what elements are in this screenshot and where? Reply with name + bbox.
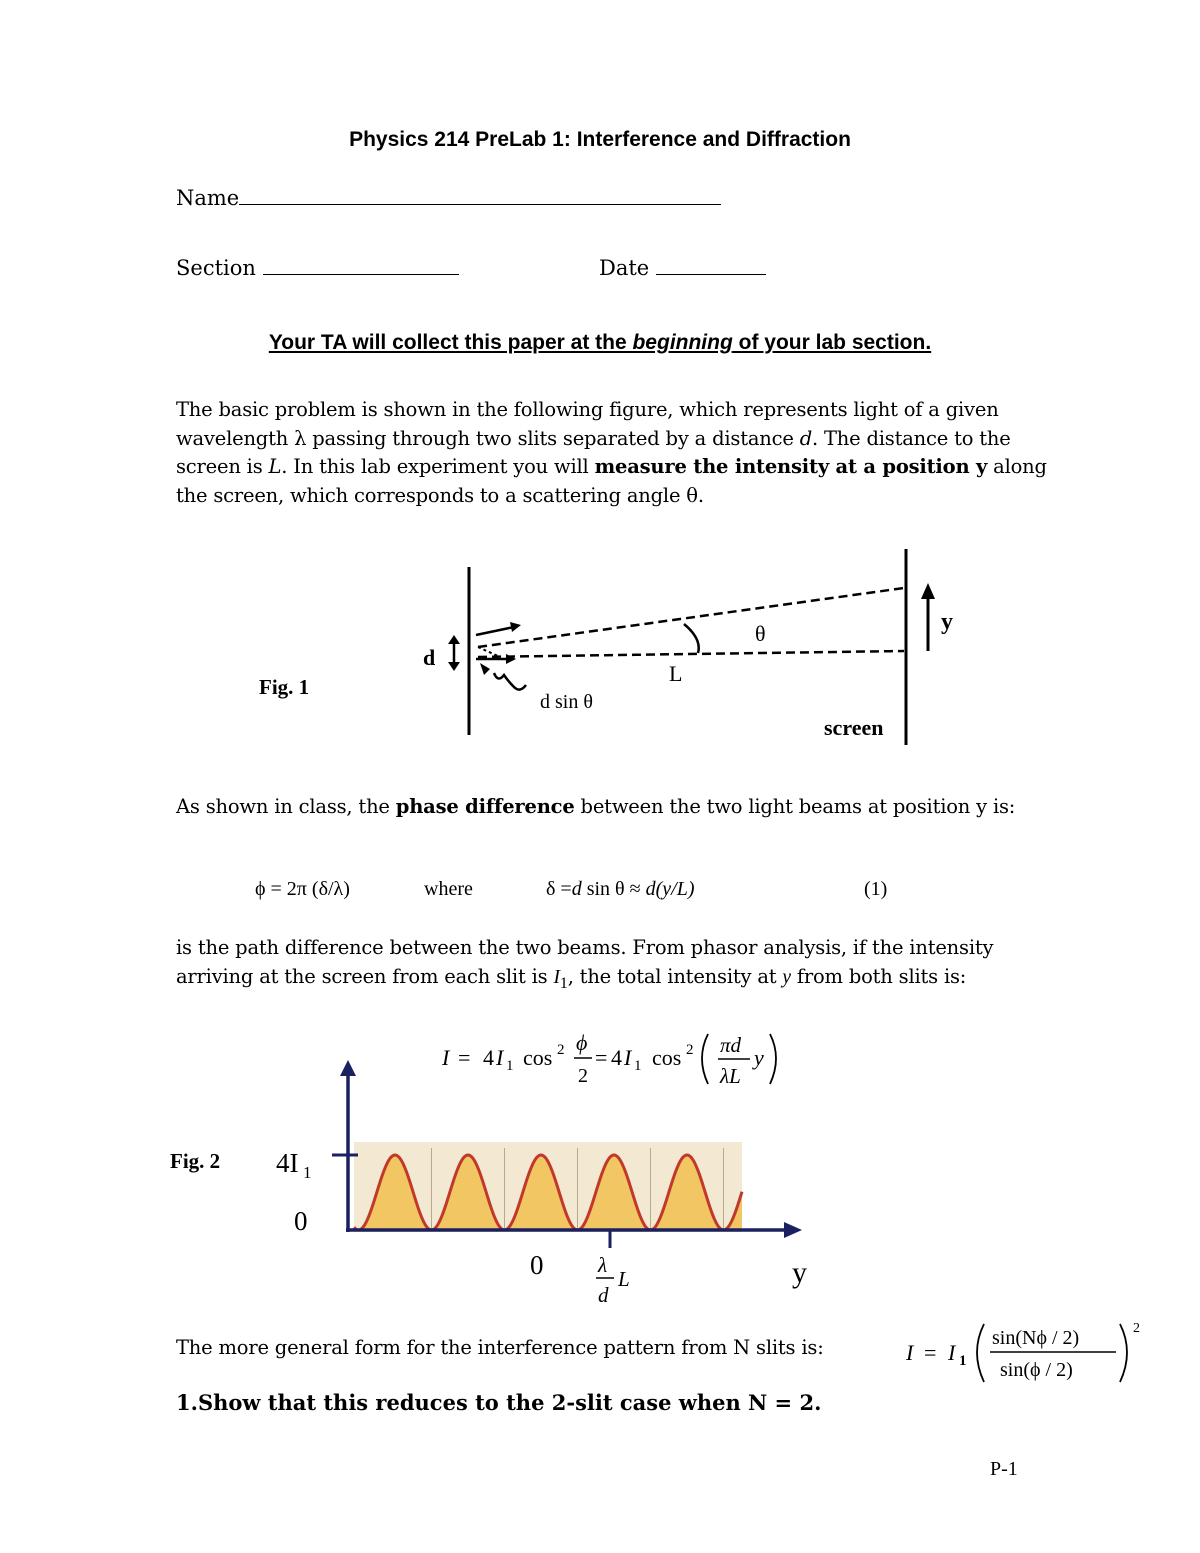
eq2-eq2: =	[595, 1045, 608, 1070]
eq2-one-b: 1	[634, 1058, 642, 1074]
eq1-d: d	[571, 878, 582, 900]
eq2-pid: πd	[720, 1033, 742, 1057]
eq2-four-b: 4	[611, 1045, 622, 1070]
gen-exp: 2	[1133, 1321, 1140, 1336]
question-number: 1.	[176, 1390, 198, 1415]
fig1-y-label: y	[941, 609, 953, 635]
eq1-where: where	[424, 878, 473, 900]
intro-d: d	[799, 426, 812, 450]
fig2-label: Fig. 2	[170, 1149, 221, 1173]
phase-paragraph	[176, 793, 1056, 822]
name-line	[239, 186, 721, 205]
path-I: I	[553, 966, 560, 988]
eq2-I1: I	[496, 1045, 504, 1070]
intro-L: L	[268, 455, 282, 479]
fig1-label: Fig. 1	[259, 675, 310, 699]
collect-notice	[0, 331, 1200, 355]
gen-paren-left	[977, 1324, 984, 1382]
date-line	[656, 256, 766, 275]
page-title: Physics 214 PreLab 1: Interference and Diffraction	[349, 128, 851, 151]
lower-ray	[478, 651, 904, 657]
general-text: The more general form for the interference pattern from N slits is:	[176, 1336, 824, 1359]
d-arrow-up	[448, 635, 460, 644]
eq1-delta	[546, 878, 695, 901]
eq2-den2: 2	[578, 1065, 588, 1087]
eq2-lambdaL: λL	[720, 1064, 741, 1088]
eq2-cos-b: cos	[652, 1045, 682, 1070]
eq2-eq: =	[458, 1045, 471, 1070]
fig1-screen-label: screen	[824, 715, 884, 740]
date-field	[599, 256, 766, 280]
eq2-y: y	[754, 1045, 764, 1070]
fig1-diagram	[410, 545, 970, 755]
notice-emph: beginning	[632, 331, 733, 354]
y-axis-arrow	[340, 1060, 356, 1076]
general-formula	[904, 1316, 1149, 1390]
name-label: Name	[176, 186, 240, 210]
fig1-theta-label: θ	[755, 621, 766, 646]
path-text-1: is the path difference between the two beams. From phasor analysis, if the intensity arriving at the screen from each slit is	[176, 936, 994, 988]
label-4i1-sub: 1	[303, 1163, 312, 1182]
fig1-d-label: d	[423, 645, 436, 670]
arrow-upper-head	[510, 622, 521, 632]
dsin-pointer	[494, 673, 526, 690]
gen-den: sin(ϕ / 2)	[1000, 1359, 1073, 1381]
y-arrow-head	[921, 583, 935, 599]
label-y: y	[792, 1256, 807, 1289]
phase-pre: As shown in class, the	[176, 795, 396, 818]
eq2-phi: ϕ	[576, 1030, 588, 1055]
eq1-rhs: d(y/L)	[645, 878, 695, 900]
label-zero-x: 0	[530, 1250, 544, 1280]
question-text: Show that this reduces to the 2-slit case when N = 2.	[197, 1390, 822, 1415]
question-1	[176, 1390, 821, 1415]
section-field	[176, 256, 459, 280]
eq2-four: 4	[483, 1045, 494, 1070]
date-label: Date	[599, 256, 650, 280]
theta-arc	[684, 624, 699, 653]
page-number: P-1	[990, 1458, 1018, 1480]
path-paragraph	[176, 934, 1056, 997]
upper-ray	[478, 588, 904, 647]
intro-text-4: along the screen, which corresponds to a scattering angle θ.	[176, 455, 1047, 507]
notice-pre: Your TA will collect this paper at the	[268, 331, 633, 354]
section-line	[263, 256, 459, 275]
intro-text-2: . The distance to the screen is	[176, 426, 1011, 479]
label-zero-y: 0	[294, 1206, 308, 1236]
fig1-L-label: L	[669, 661, 683, 686]
label-4i1: 4I	[276, 1148, 299, 1178]
eq1-number: (1)	[864, 878, 888, 900]
eq2-I1-b: I	[624, 1045, 632, 1070]
dsin-pointer-head	[480, 663, 490, 675]
intro-bold: measure the intensity at a position y	[594, 455, 988, 479]
gen-paren-right	[1120, 1324, 1127, 1382]
eq2-two-b: 2	[686, 1042, 694, 1058]
intro-paragraph	[176, 396, 1056, 510]
phase-post: between the two light beams at position y is:	[574, 795, 1016, 818]
path-text-2: , the total intensity at	[567, 964, 783, 988]
gen-I1: I	[948, 1340, 956, 1365]
intro-text-1: The basic problem is shown in the following figure, which represents light of a given wavelength λ passing through two slits separated by a distance	[176, 398, 999, 450]
path-y: y	[782, 966, 791, 988]
eq1-delta-pre: δ =	[546, 878, 572, 900]
label-lambda: λ	[598, 1253, 608, 1277]
eq1-sin: sin θ ≈	[581, 878, 646, 900]
notice-post: of your lab section.	[732, 331, 932, 354]
eq1-lhs: ϕ = 2π (δ/λ)	[255, 878, 350, 900]
d-arrow-down	[448, 662, 460, 671]
eq2-cos: cos	[523, 1045, 553, 1070]
eq2-I: I	[442, 1045, 450, 1070]
phase-bold: phase difference	[395, 795, 575, 818]
eq2-two: 2	[557, 1042, 565, 1058]
path-sub: 1	[559, 973, 568, 992]
gen-I: I	[906, 1340, 914, 1365]
gen-eq: =	[924, 1340, 937, 1365]
name-field	[176, 186, 721, 210]
path-text-3: from both slits is:	[790, 964, 967, 988]
section-label: Section	[176, 256, 256, 280]
label-L: L	[618, 1267, 630, 1291]
eq2-one: 1	[506, 1058, 514, 1074]
label-d: d	[598, 1283, 609, 1307]
path-diff-line	[478, 647, 500, 657]
fig1-dsin-label: d sin θ	[540, 691, 593, 713]
fig2-chart	[270, 1056, 820, 1308]
gen-one: 1	[959, 1353, 967, 1369]
gen-num: sin(Nϕ / 2)	[992, 1327, 1080, 1349]
intro-text-3: . In this lab experiment you will	[281, 455, 595, 479]
arrow-upper	[476, 627, 514, 635]
x-axis-arrow	[784, 1222, 802, 1238]
